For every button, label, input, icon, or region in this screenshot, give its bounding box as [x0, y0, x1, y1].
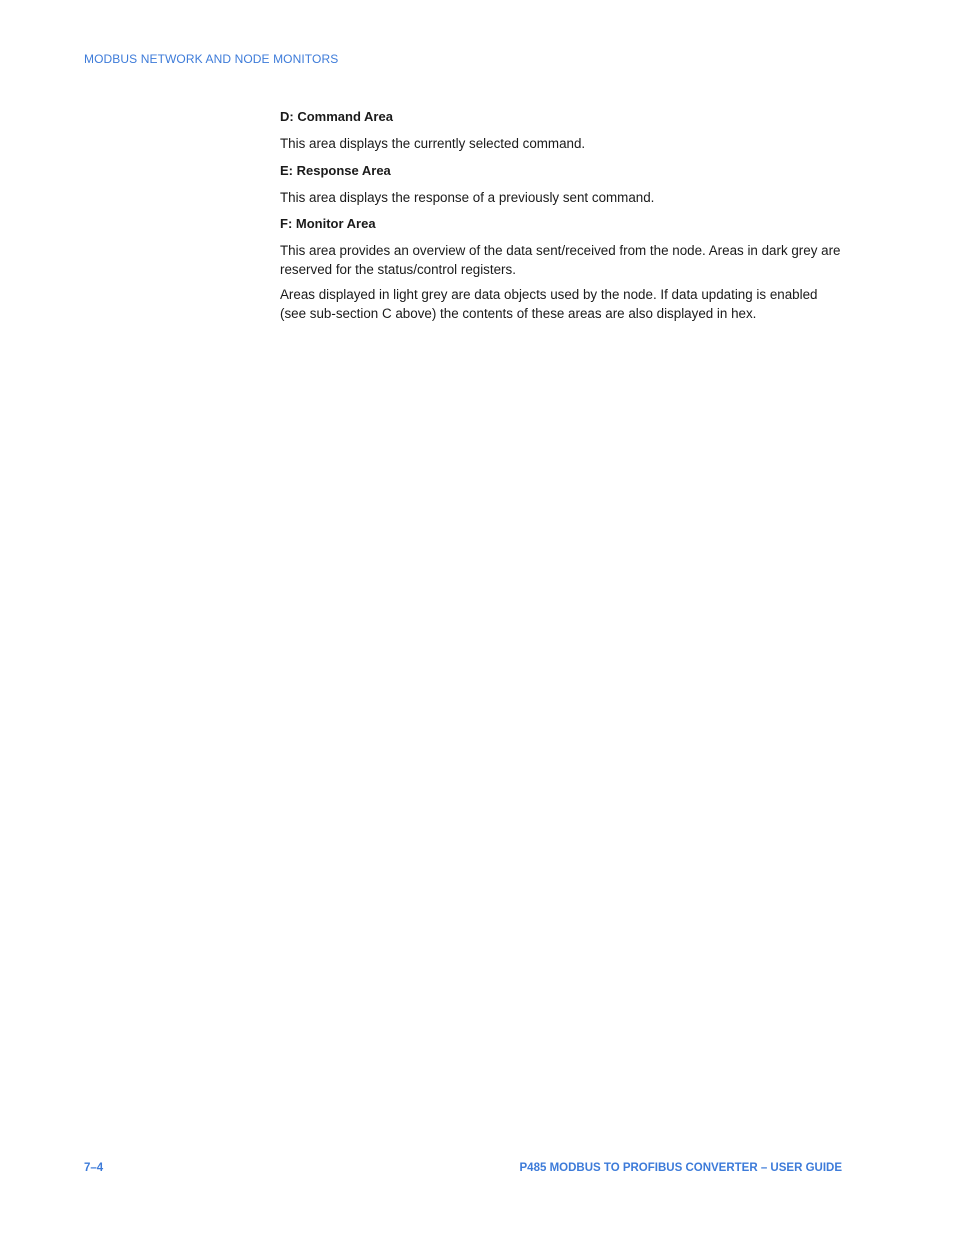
page-content — [280, 108, 842, 331]
section-heading: F: Monitor Area — [280, 216, 376, 231]
running-header: MODBUS NETWORK AND NODE MONITORS — [84, 52, 339, 66]
section-response-area — [280, 162, 842, 208]
section-command-area — [280, 108, 842, 154]
paragraph: This area displays the response of a previously sent command. — [280, 189, 655, 205]
paragraph: This area provides an overview of the data sent/received from the node. Areas in dark grey are reserved for the status/control registers. — [280, 243, 841, 277]
section-heading: D: Command Area — [280, 109, 393, 124]
section-heading: E: Response Area — [280, 162, 391, 178]
document-title: P485 MODBUS TO PROFIBUS CONVERTER – USER GUIDE — [519, 1162, 842, 1174]
paragraph: This area displays the currently selected command. — [280, 136, 586, 151]
section-monitor-area — [280, 215, 842, 323]
paragraph: Areas displayed in light grey are data objects used by the node. If data updating is enabled (see sub-section C above) the contents of these areas are also displayed in hex. — [280, 287, 818, 321]
page-number: 7–4 — [84, 1162, 104, 1174]
